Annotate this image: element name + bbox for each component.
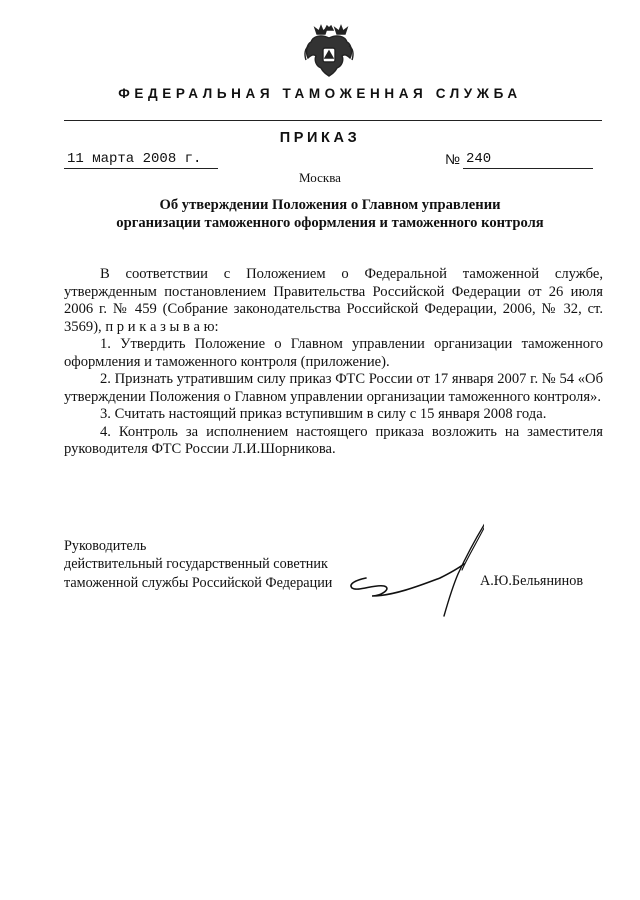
document-title: [70, 196, 590, 232]
document-type: ПРИКАЗ: [279, 130, 361, 146]
header-divider: [64, 120, 602, 121]
clause-4: 4. Контроль за исполнением настоящего приказа возложить на заместителя руководителя ФТС России Л.И.Шорникова.: [64, 423, 603, 457]
order-date: 11 марта 2008 г.: [67, 151, 202, 167]
title-line: организации таможенного оформления и таможенного контроля: [116, 215, 544, 231]
coat-of-arms-icon: [303, 22, 355, 80]
preamble-paragraph: В соответствии с Положением о Федеральной таможенной службе, утвержденным постановлением Правительства Российской Федерации от 26 июля 2006 г. № 459 (Собрание законодательства Российской Федерации, 2006, № 32, ст. 3569), п р и к а з ы в а ю:: [64, 266, 603, 335]
signer-name: А.Ю.Бельянинов: [480, 573, 584, 589]
position-line: таможенной службы Российской Федерации: [64, 574, 333, 591]
position-line: Руководитель: [64, 538, 147, 554]
order-number: 240: [466, 151, 492, 167]
signatory-position: [64, 537, 332, 592]
position-line: действительный государственный советник: [64, 556, 328, 573]
clause-1: 1. Утвердить Положение о Главном управлении организации таможенного оформления и таможенного контроля (приложение).: [64, 336, 603, 370]
city-of-issue: Москва: [299, 170, 341, 185]
number-field: [463, 151, 593, 169]
number-label: №: [445, 151, 461, 167]
document-body: [64, 266, 603, 459]
title-line: Об утверждении Положения о Главном управлении: [159, 197, 501, 213]
agency-name: ФЕДЕРАЛЬНАЯ ТАМОЖЕННАЯ СЛУЖБА: [118, 86, 522, 101]
clause-2: 2. Признать утратившим силу приказ ФТС России от 17 января 2007 г. № 54 «Об утверждении Положения о Главном управлении организации таможенного контроля».: [64, 371, 603, 405]
clause-3: 3. Считать настоящий приказ вступившим в силу с 15 января 2008 года.: [100, 406, 547, 422]
date-field: [64, 151, 218, 169]
handwritten-signature-icon: [344, 504, 484, 620]
